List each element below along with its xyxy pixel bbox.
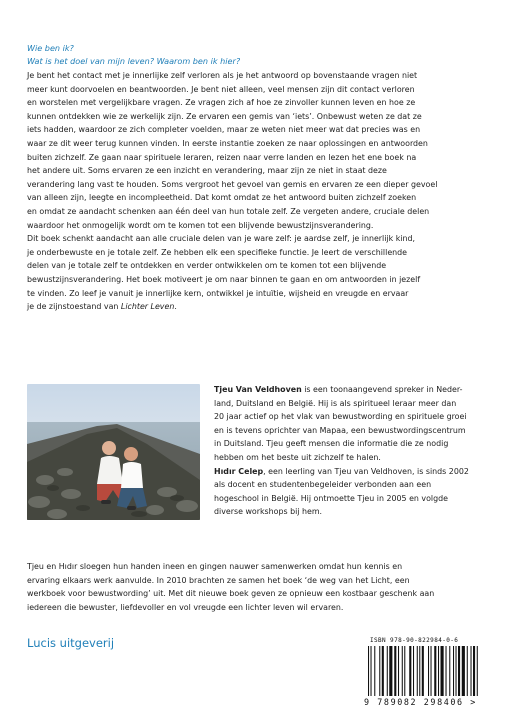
author2-first: , een leerling van Tjeu van Veldhoven, is sinds 2002 (263, 466, 469, 476)
author1-line: land, Duitsland en België. Hij is als spiritueel leraar meer dan (214, 398, 457, 408)
author2-line: hogeschool in België. Hij ontmoette Tjeu in 2005 en volgde (214, 493, 448, 503)
barcode-bar (441, 646, 444, 696)
intro-line: verandering lang vast te houden. Soms vergroot het gevoel van gemis en ervaren ze een dieper gevoel (27, 179, 438, 189)
barcode-bar (449, 646, 450, 696)
question-who: Wie ben ik? (27, 43, 74, 53)
intro-line: kunnen ontdekken wie ze werkelijk zijn. Ze ervaren een gemis van ‘iets’. Onbewust weten ze dat ze (27, 111, 422, 121)
author2-name: Hıdır Celep (214, 466, 264, 476)
barcode-bar (477, 646, 478, 696)
barcode-bar (417, 646, 418, 696)
closing-paragraph (27, 560, 497, 614)
barcode-bar (467, 646, 468, 696)
author2-line: diverse workshops bij hem. (214, 507, 323, 517)
author-photo (27, 384, 200, 520)
body-line-last (27, 300, 495, 314)
body-line: te vinden. Zo leef je vanuit je innerlijke kern, ontwikkel je intuïtie, wijsheid en vreugde en ervaar (27, 288, 409, 298)
author2-line: als docent en studentenbegeleider verbonden aan een (214, 480, 432, 490)
author2-first-line (214, 465, 498, 479)
publisher-name: Lucis uitgeverij (27, 636, 115, 650)
barcode-bar (404, 646, 405, 696)
body-last-suffix: . (174, 302, 177, 312)
author1-line: hebben om het beste uit zichzelf te halen. (214, 452, 381, 462)
author1-first: is een toonaangevend spreker in Neder- (301, 385, 463, 394)
closing-line: werkboek voor bewustwording’ uit. Met dit nieuwe boek geven ze opnieuw een kostbaar geschenk aan (27, 589, 435, 599)
body-paragraph (27, 232, 495, 314)
intro-paragraph (27, 69, 495, 232)
body-line: Dit boek schenkt aandacht aan alle cruciale delen van je ware zelf: je aardse zelf, je innerlijk kind, (27, 234, 415, 244)
intro-line: iets hadden, waardoor ze zich completer voelden, maar ze weten niet meer wat dat precies was en (27, 125, 421, 135)
barcode-bar (402, 646, 403, 696)
intro-line: buiten zichzelf. Ze gaan naar spirituele leraren, reizen naar verre landen en lezen het ene boek na (27, 152, 417, 162)
intro-line: waar ze dit weer terug kunnen vinden. In eerste instantie zoeken ze naar oplossingen en antwoorden (27, 138, 428, 148)
intro-line: van alleen zijn, leegte en incompleetheid. Dat komt omdat ze het antwoord buiten zichzelf zoeken (27, 193, 417, 203)
closing-text (27, 560, 497, 614)
barcode-bar (458, 646, 460, 696)
closing-line: iedereen die bewuster, liefdevoller en vol vreugde een lichter leven wil ervaren. (27, 602, 344, 612)
barcode-bar (434, 646, 436, 696)
barcode-bar (438, 646, 439, 696)
closing-line: ervaring elkaars werk aanvulde. In 2010 brachten ze samen het boek ‘de weg van het Licht, een (27, 575, 410, 585)
body-line: delen van je totale zelf te ontdekken en verder ontwikkelen om te komen tot een blijvende (27, 261, 387, 271)
intro-line: Je bent het contact met je innerlijke zelf verloren als je het antwoord op bovenstaande vragen niet (27, 71, 418, 80)
author1-line: en is tevens oprichter van Mapaa, een bewustwordingscentrum (214, 425, 466, 435)
barcode-bar (382, 646, 384, 696)
intro-line: meer kunt doorvoelen en beantwoorden. Je bent niet alleen, veel mensen zijn dit contact verloren (27, 84, 415, 94)
body-line: bewustzijnsverandering. Het boek motiveert je om naar binnen te gaan en om antwoorden in jezelf (27, 274, 421, 284)
barcode-bar (398, 646, 399, 696)
isbn-barcode (360, 635, 495, 712)
barcode-bar (456, 646, 457, 696)
author1-name: Tjeu Van Veldhoven (214, 385, 302, 394)
barcode-bar (422, 646, 424, 696)
question-purpose: Wat is het doel van mijn leven? Waarom ben ik hier? (27, 56, 241, 67)
intro-line: het andere uit. Soms ervaren ze een inzicht en verandering, maar zijn ze niet in staat deze (27, 166, 387, 176)
author-bios (214, 383, 498, 519)
body-last-prefix: je de zijnstoestand van (27, 302, 121, 312)
isbn-number: ISBN 978-90-822984-0-6 (370, 637, 459, 644)
barcode-bar (413, 646, 414, 696)
barcode-bar (374, 646, 375, 696)
author1-first-line (214, 383, 498, 397)
barcode-bar (409, 646, 411, 696)
intro-line: en omdat ze aandacht schenken aan één deel van hun totale zelf. Ze vergeten andere, cruciale delen (27, 206, 430, 216)
author2-bio (214, 465, 498, 519)
author1-line: in Duitsland. Tjeu geeft mensen die informatie die ze nodig (214, 439, 449, 449)
book-title: Lichter Leven (120, 302, 175, 312)
barcode-bar (368, 646, 369, 696)
author-photo-image (27, 384, 200, 520)
barcode-bar (428, 646, 429, 696)
author1-bio (214, 383, 498, 465)
barcode-bar (371, 646, 372, 696)
ean-digits: 9 789082 298406 > (364, 697, 477, 707)
body-line: je onderbewuste en je totale zelf. Ze hebben elk een specifieke functie. Je leert de verschillende (27, 247, 408, 257)
barcode-bar (453, 646, 454, 696)
barcode-bar (387, 646, 388, 696)
barcode-bar (419, 646, 420, 696)
barcode-bar (462, 646, 465, 696)
barcode-bar (473, 646, 475, 696)
barcode-bar (394, 646, 396, 696)
barcode-bars (368, 646, 486, 696)
intro-line: waardoor het onmogelijk wordt om te komen tot een blijvende bewustzijnsverandering. (27, 220, 374, 230)
blurb-text (27, 69, 495, 314)
cover-questions (27, 42, 497, 69)
barcode-bar (446, 646, 447, 696)
barcode-bar (389, 646, 392, 696)
barcode-bar (431, 646, 432, 696)
closing-line: Tjeu en Hıdır sloegen hun handen ineen en gingen nauwer samenwerken omdat hun kennis en (27, 562, 403, 571)
author1-line: 20 jaar actief op het vlak van bewustwording en spirituele groei (214, 412, 467, 422)
intro-line: en worstelen met vergelijkbare vragen. Ze vragen zich af hoe ze zinvoller kunnen leven en hoe ze (27, 98, 416, 108)
barcode-bar (471, 646, 472, 696)
barcode-bar (379, 646, 380, 696)
